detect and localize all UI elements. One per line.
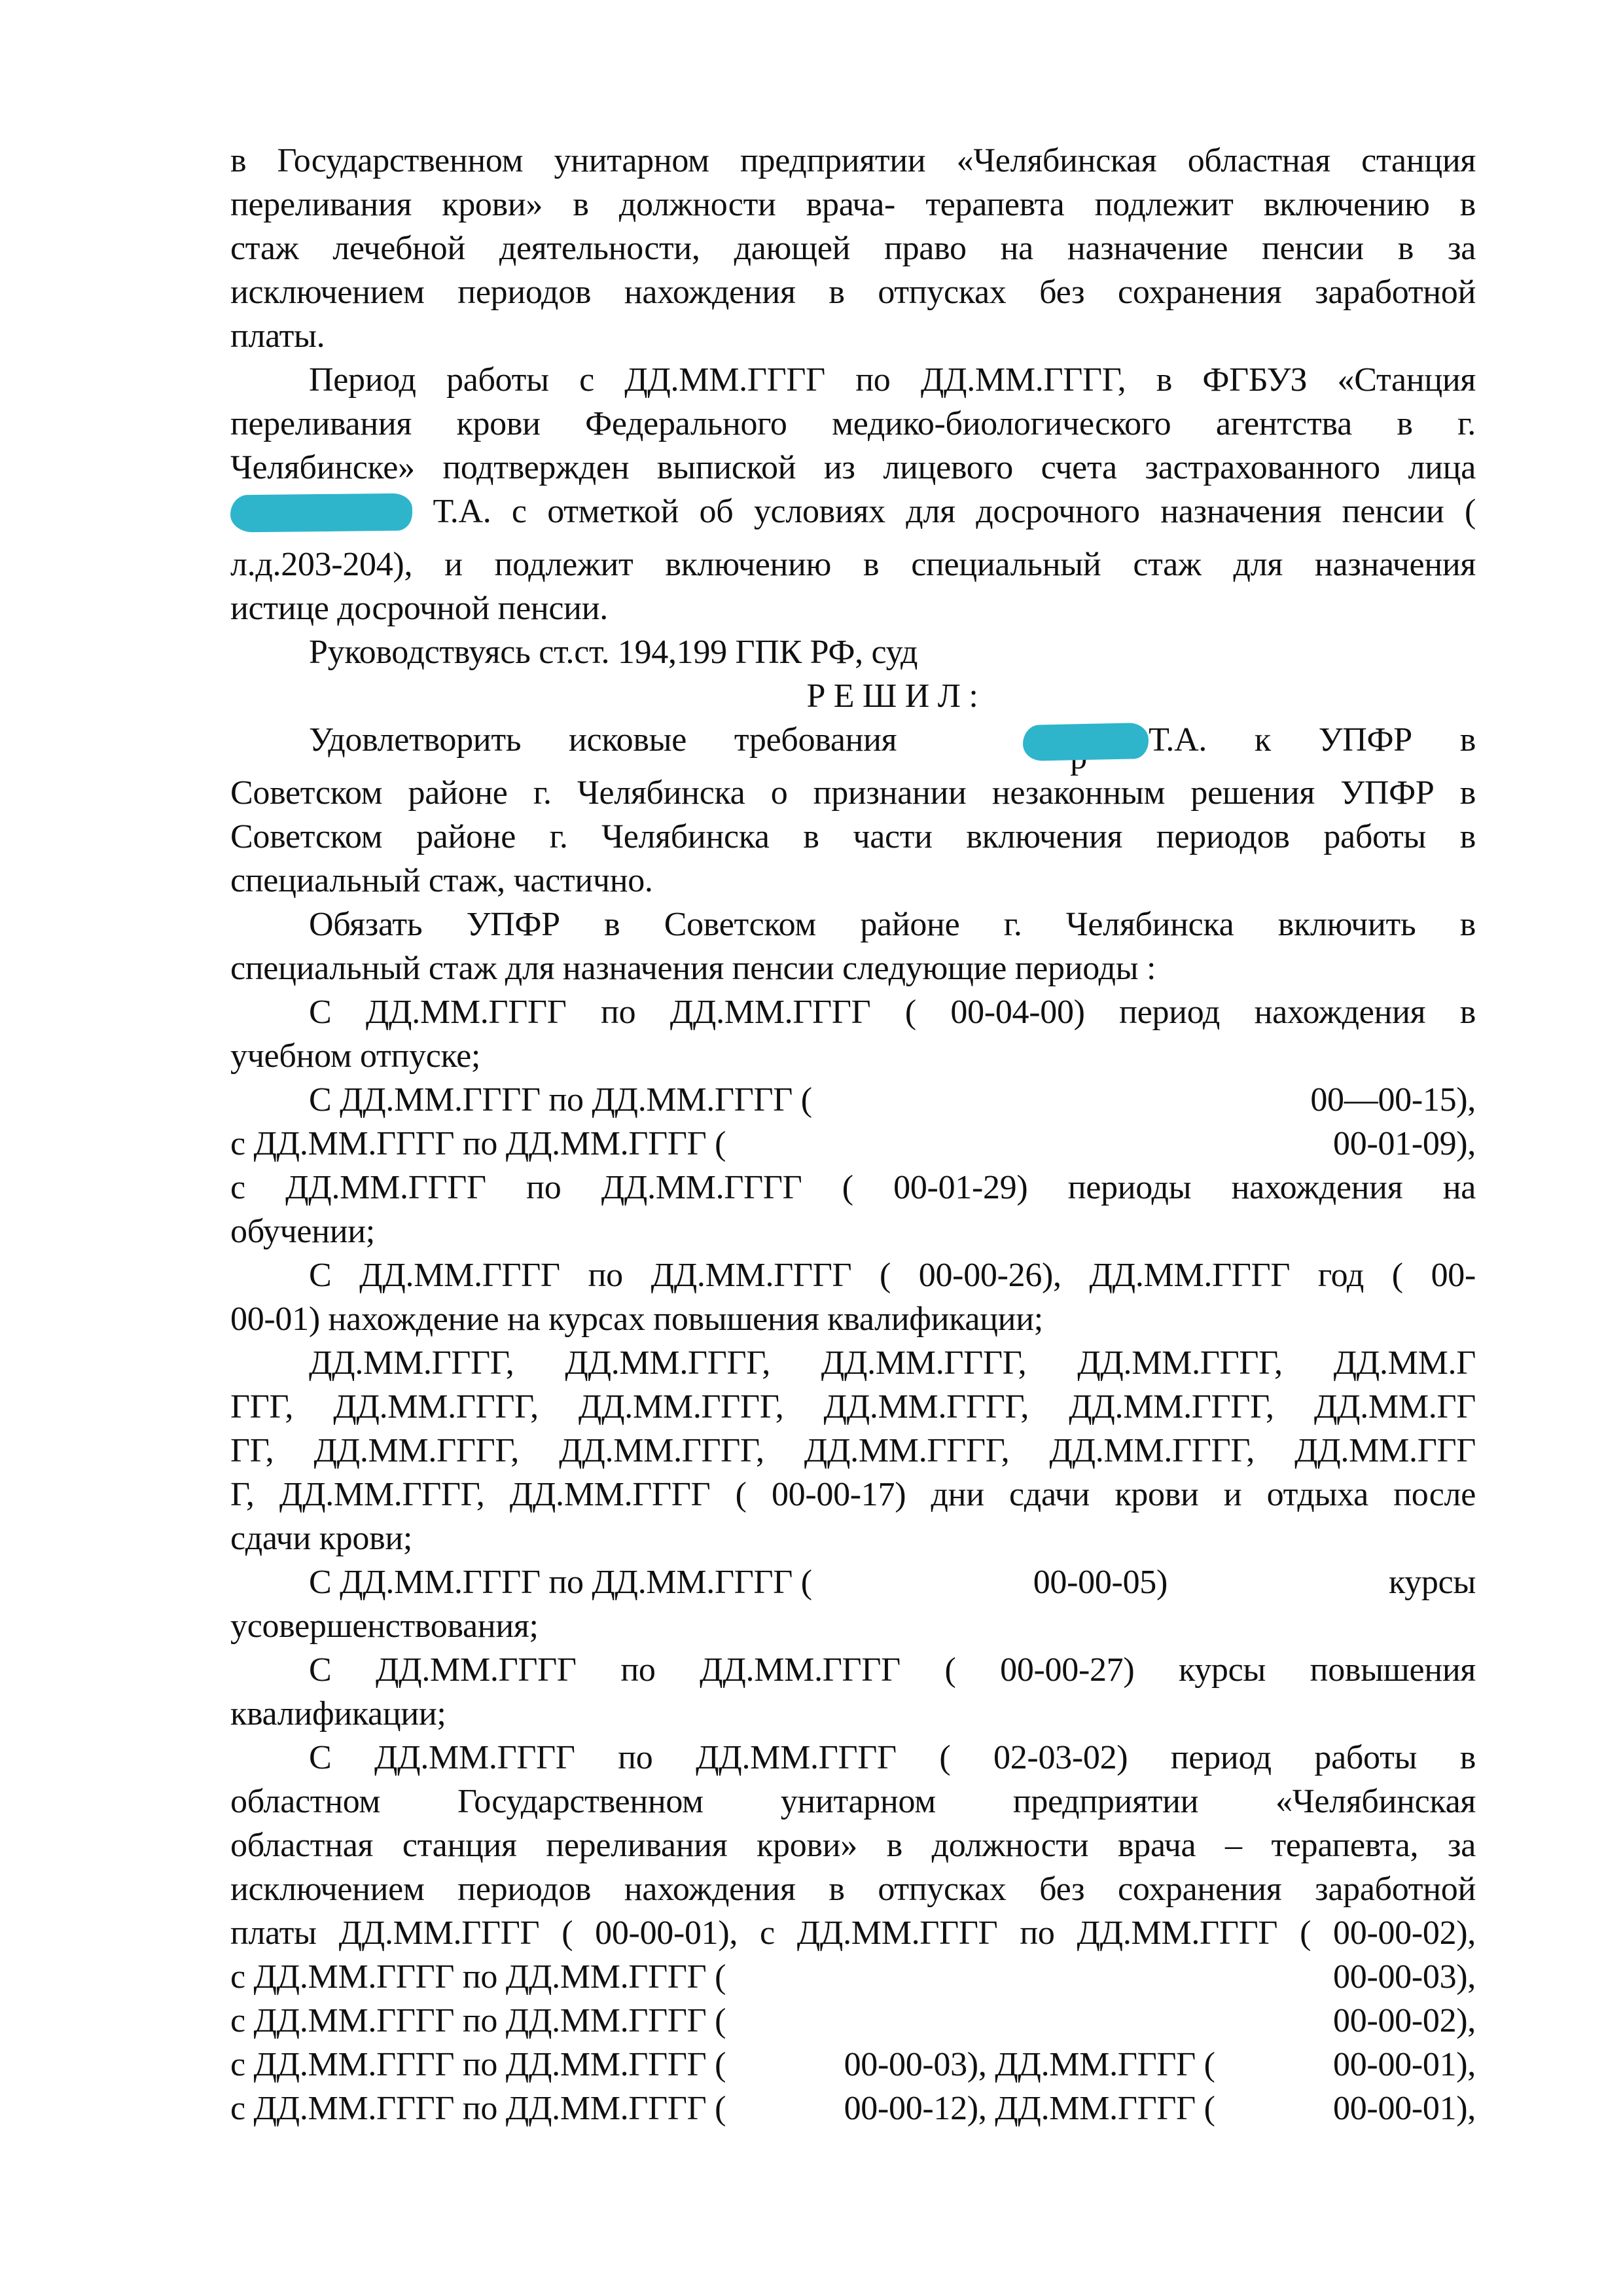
- line-segment: с ДД.ММ.ГГГГ по ДД.ММ.ГГГГ (: [230, 1958, 726, 1996]
- text-line: ГГ, ДД.ММ.ГГГГ, ДД.ММ.ГГГГ, ДД.ММ.ГГГГ, ДД.ММ.ГГГГ, ДД.ММ.ГГГ: [230, 1432, 1476, 1469]
- text-line: [230, 1560, 1476, 1604]
- line-segment: С ДД.ММ.ГГГГ по ДД.ММ.ГГГГ (: [309, 1564, 812, 1601]
- line-segment: с ДД.ММ.ГГГГ по ДД.ММ.ГГГГ (: [230, 2002, 726, 2039]
- line-segment: с ДД.ММ.ГГГГ по ДД.ММ.ГГГГ (: [230, 2046, 726, 2083]
- line-segment: 00-00-03),: [1333, 1958, 1476, 1996]
- redaction-mark: [230, 493, 413, 533]
- line-segment: 00-01-09),: [1333, 1125, 1476, 1162]
- line-segment: 00-00-12), ДД.ММ.ГГГГ (: [844, 2090, 1215, 2127]
- line-segment: курсы: [1388, 1564, 1476, 1601]
- text-line: Удовлетворить исковые требования Т.А. к УПФР в: [230, 718, 1476, 771]
- text-line: с ДД.ММ.ГГГГ по ДД.ММ.ГГГГ ( 00-01-29) периоды нахождения на: [230, 1169, 1476, 1206]
- text-line: обучении;: [230, 1213, 375, 1250]
- text-line: Т.А. с отметкой об условиях для досрочного назначения пенсии (: [230, 490, 1476, 543]
- text-line: областная станция переливания крови» в должности врача – терапевта, за: [230, 1827, 1476, 1864]
- text-line: в Государственном унитарном предприятии «Челябинская областная станция: [230, 142, 1476, 179]
- text-line: [230, 1078, 1476, 1122]
- text-line: переливания крови» в должности врача- терапевта подлежит включению в: [230, 186, 1476, 223]
- text-line: специальный стаж для назначения пенсии следующие периоды :: [230, 950, 1156, 987]
- text-line: ГГГ, ДД.ММ.ГГГГ, ДД.ММ.ГГГГ, ДД.ММ.ГГГГ, ДД.ММ.ГГГГ, ДД.ММ.ГГ: [230, 1388, 1476, 1426]
- text-line: л.д.203-204), и подлежит включению в специальный стаж для назначения: [230, 546, 1476, 583]
- text-line: С ДД.ММ.ГГГГ по ДД.ММ.ГГГГ ( 00-00-27) курсы повышения: [309, 1651, 1476, 1689]
- text-line: Советском районе г. Челябинска о признании незаконным решения УПФР в: [230, 774, 1476, 812]
- text-line: усовершенствования;: [230, 1607, 539, 1645]
- line-segment: 00-00-05): [1033, 1564, 1168, 1601]
- redaction-wrapper: [944, 724, 1149, 771]
- text-line: [230, 1122, 1476, 1166]
- text-line: Период работы с ДД.ММ.ГГГГ по ДД.ММ.ГГГГ, в ФГБУЗ «Станция: [309, 361, 1476, 399]
- text-line: С ДД.ММ.ГГГГ по ДД.ММ.ГГГГ ( 02-03-02) период работы в: [309, 1739, 1476, 1776]
- text-line: учебном отпуске;: [230, 1037, 481, 1075]
- text-line: Советском районе г. Челябинска в части включения периодов работы в: [230, 818, 1476, 855]
- text-line: Обязать УПФР в Советском районе г. Челябинска включить в: [309, 906, 1476, 943]
- text-line: сдачи крови;: [230, 1520, 413, 1557]
- line-segment: 00-00-01),: [1333, 2090, 1476, 2127]
- text-line: Руководствуясь ст.ст. 194,199 ГПК РФ, суд: [309, 634, 918, 671]
- line-segment: с ДД.ММ.ГГГГ по ДД.ММ.ГГГГ (: [230, 2090, 726, 2127]
- text-line: Р Е Ш И Л :: [806, 677, 978, 715]
- line-segment: 00—00-15),: [1310, 1081, 1476, 1119]
- text-line: С ДД.ММ.ГГГГ по ДД.ММ.ГГГГ ( 00-04-00) период нахождения в: [309, 994, 1476, 1031]
- text-line: областном Государственном унитарном предприятии «Челябинская: [230, 1783, 1476, 1820]
- text-line: С ДД.ММ.ГГГГ по ДД.ММ.ГГГГ ( 00-00-26), ДД.ММ.ГГГГ год ( 00-: [309, 1257, 1476, 1294]
- redaction-mark: [1023, 723, 1149, 761]
- text-line: 00-01) нахождение на курсах повышения квалификации;: [230, 1300, 1043, 1338]
- text-line: [230, 1999, 1476, 2043]
- text-line: исключением периодов нахождения в отпусках без сохранения заработной: [230, 1871, 1476, 1908]
- text-line: [230, 1955, 1476, 1999]
- text-line: [230, 2043, 1476, 2087]
- text-line: платы.: [230, 317, 325, 355]
- document-text-block: [230, 139, 1476, 2130]
- text-line: специальный стаж, частично.: [230, 862, 653, 899]
- text-line: Челябинске» подтвержден выпиской из лицевого счета застрахованного лица: [230, 449, 1476, 486]
- line-segment: С ДД.ММ.ГГГГ по ДД.ММ.ГГГГ (: [309, 1081, 812, 1119]
- text-line: переливания крови Федерального медико-биологического агентства в г.: [230, 405, 1476, 442]
- redaction-wrapper: [230, 494, 412, 543]
- line-segment: 00-00-01),: [1333, 2046, 1476, 2083]
- text-line: ДД.ММ.ГГГГ, ДД.ММ.ГГГГ, ДД.ММ.ГГГГ, ДД.ММ.ГГГГ, ДД.ММ.Г: [309, 1344, 1476, 1382]
- text-line: стаж лечебной деятельности, дающей право на назначение пенсии в за: [230, 230, 1476, 267]
- text-line: исключением периодов нахождения в отпусках без сохранения заработной: [230, 274, 1476, 311]
- text-line: платы ДД.ММ.ГГГГ ( 00-00-01), с ДД.ММ.ГГГГ по ДД.ММ.ГГГГ ( 00-00-02),: [230, 1914, 1476, 1952]
- text-line: [230, 2087, 1476, 2130]
- line-segment: 00-00-03), ДД.ММ.ГГГГ (: [844, 2046, 1215, 2083]
- text-line: квалификации;: [230, 1695, 446, 1732]
- text-line: истице досрочной пенсии.: [230, 590, 608, 627]
- text-line: Г, ДД.ММ.ГГГГ, ДД.ММ.ГГГГ ( 00-00-17) дни сдачи крови и отдыха после: [230, 1476, 1476, 1513]
- line-segment: 00-00-02),: [1333, 2002, 1476, 2039]
- line-segment: с ДД.ММ.ГГГГ по ДД.ММ.ГГГГ (: [230, 1125, 726, 1162]
